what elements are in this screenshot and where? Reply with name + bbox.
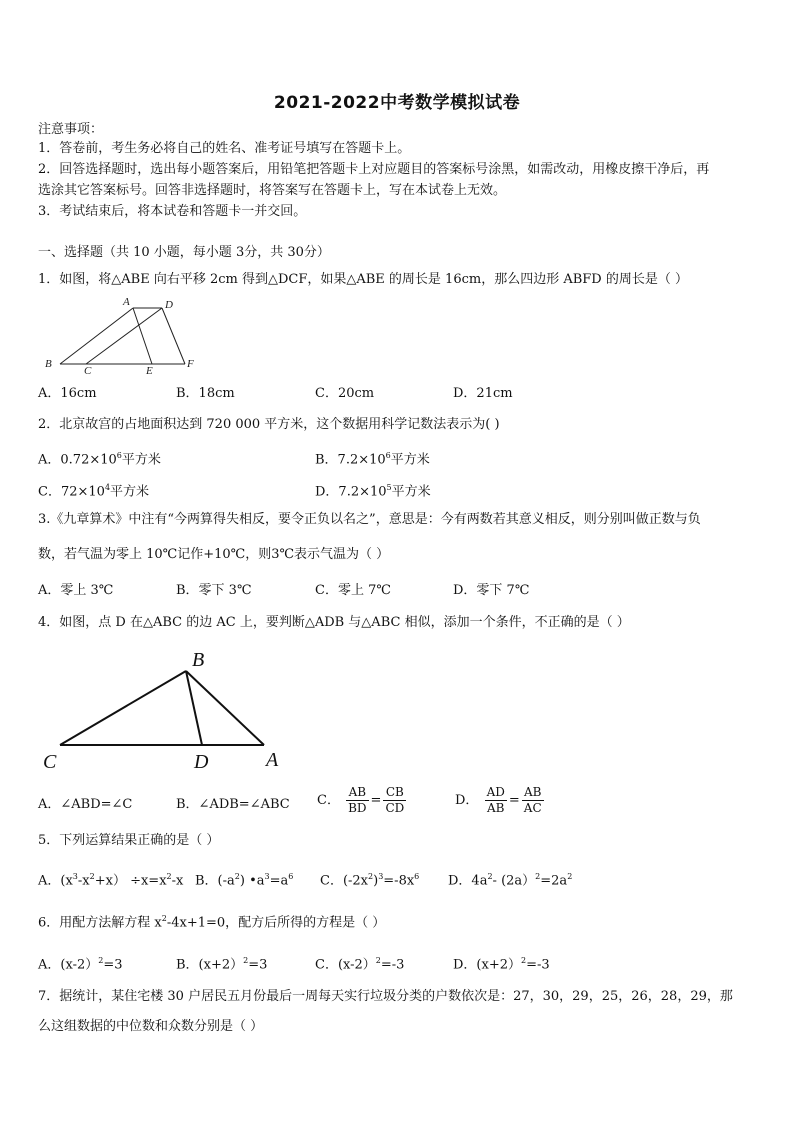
q4-c-den-2: CD (385, 801, 405, 815)
q5-b-p0: B．(-a (195, 873, 235, 889)
q5-option-d (448, 868, 572, 890)
q5-option-b (195, 868, 293, 890)
q5-b-p4: =a (269, 873, 289, 889)
q4-line-bd (186, 671, 202, 745)
section-heading: 一、选择题（共 10 小题，每小题 3分，共 30分） (38, 245, 330, 260)
q4-d-den-2: AC (523, 801, 542, 815)
q2-d-exp: 5 (386, 483, 392, 492)
q5-a-p3: 2 (89, 872, 95, 881)
q5-a-p1: 3 (72, 872, 78, 881)
q6-a-post: =3 (103, 957, 123, 973)
q7-stem-line1: 7．据统计，某住宅楼 30 户居民五月份最后一周每天实行垃圾分类的户数依次是：27，30，29，25，26，28，29，那 (38, 989, 733, 1004)
q5-stem: 5．下列运算结果正确的是（ ） (38, 833, 220, 848)
q1-option-a: A．16cm (38, 386, 97, 401)
notice-item-3: 3．考试结束后，将本试卷和答题卡一并交回。 (38, 204, 307, 219)
q4-figure (38, 642, 298, 776)
q4-d-fraction-1 (485, 785, 507, 816)
q5-c-p1: 2 (368, 872, 374, 881)
q4-stem: 4．如图，点 D 在△ABC 的边 AC 上，要判断△ADB 与△ABC 相似，添加一个条件，不正确的是（ ） (38, 615, 630, 630)
q5-option-c (320, 868, 419, 890)
q5-d-p0: D．4a (448, 873, 488, 889)
q2-stem: 2．北京故宫的占地面积达到 720 000 平方米，这个数据用科学记数法表示为( ) (38, 417, 500, 432)
q4-line-cb (60, 671, 186, 745)
q4-option-b: B．∠ADB=∠ABC (176, 797, 290, 812)
q2-d-post: 平方米 (391, 484, 431, 500)
q5-c-p3: 3 (378, 872, 384, 881)
q6-d-pre: D．(x+2） (453, 957, 521, 973)
q2-option-b (315, 447, 430, 469)
q3-option-c: C．零上 7℃ (315, 583, 391, 598)
q6-stem-exp: 2 (161, 914, 167, 923)
q5-a-p5: 2 (166, 872, 172, 881)
q4-d-equals: = (508, 792, 520, 808)
q5-d-p2: - (2a） (492, 873, 536, 889)
q5-b-p1: 2 (234, 872, 240, 881)
q1-option-c: C．20cm (315, 386, 375, 401)
q4-c-num-1: AB (346, 785, 368, 801)
q6-option-d (453, 952, 550, 974)
q2-option-c (38, 479, 149, 501)
q1-label-b: B (45, 358, 52, 370)
q3-option-a: A．零上 3℃ (38, 583, 114, 598)
q5-b-p5: 6 (288, 872, 294, 881)
q2-b-exp: 6 (385, 451, 391, 460)
q4-d-num-2: AB (522, 785, 544, 801)
q4-line-ba (186, 671, 264, 745)
q4-label-d: D (194, 751, 209, 773)
notice-heading: 注意事项： (38, 122, 104, 137)
q6-c-exp: 2 (375, 956, 381, 965)
q6-stem-post: -4x+1=0，配方后所得的方程是（ ） (166, 915, 386, 931)
q5-d-p5: 2 (567, 872, 573, 881)
q1-label-a: A (123, 296, 130, 308)
q4-c-equals: = (370, 792, 382, 808)
q5-a-p6: -x (171, 873, 184, 889)
q2-c-exp: 4 (104, 483, 111, 492)
q5-d-p1: 2 (487, 872, 493, 881)
q2-d-pre: D．7.2×10 (315, 484, 387, 500)
q2-c-post: 平方米 (110, 484, 150, 500)
notice-item-2-cont: 选涂其它答案标号。回答非选择题时，将答案写在答题卡上，写在本试卷上无效。 (38, 183, 507, 198)
q4-option-c (315, 785, 406, 816)
q4-c-fraction-2 (383, 785, 406, 816)
q4-d-fraction-2 (522, 785, 544, 816)
q1-option-d: D．21cm (453, 386, 513, 401)
q2-b-pre: B．7.2×10 (315, 452, 386, 468)
q4-label-b: B (192, 649, 205, 671)
q2-c-pre: C．72×10 (38, 484, 105, 500)
q5-a-p4: +x） ÷x=x (94, 873, 167, 889)
q2-option-d (315, 479, 431, 501)
q6-c-pre: C．(x-2） (315, 957, 376, 973)
q7-stem-line2: 么这组数据的中位数和众数分别是（ ） (38, 1019, 264, 1034)
q1-line-df (162, 308, 185, 364)
q6-d-post: =-3 (526, 957, 550, 973)
q4-c-num-2: CB (383, 785, 406, 801)
q5-option-a (38, 868, 183, 890)
q1-label-f: F (187, 358, 194, 370)
q6-b-pre: B．(x+2） (176, 957, 244, 973)
q2-option-a (38, 447, 161, 469)
q1-line-ae (133, 308, 152, 364)
q1-label-e: E (146, 365, 153, 376)
q4-label-a: A (266, 749, 279, 771)
q4-c-den-1: BD (348, 801, 367, 815)
q5-d-p3: 2 (535, 872, 541, 881)
q6-b-post: =3 (248, 957, 268, 973)
q4-label-c: C (43, 751, 57, 773)
notice-item-2: 2．回答选择题时，选出每小题答案后，用铅笔把答题卡上对应题目的答案标号涂黑，如需改动，用橡皮擦干净后，再 (38, 162, 710, 177)
q5-a-p0: A．(x (38, 873, 73, 889)
notice-item-1: 1．答卷前，考生务必将自己的姓名、准考证号填写在答题卡上。 (38, 141, 411, 156)
q6-a-pre: A．(x-2） (38, 957, 99, 973)
q4-d-num-1: AD (486, 785, 505, 799)
q6-a-exp: 2 (98, 956, 104, 965)
q4-d-den-1: AB (486, 801, 505, 815)
q3-option-d: D．零下 7℃ (453, 583, 530, 598)
q1-stem: 1．如图，将△ABE 向右平移 2cm 得到△DCF，如果△ABE 的周长是 16cm，那么四边形 ABFD 的周长是（ ） (38, 272, 688, 287)
q1-label-d: D (165, 299, 173, 311)
page-title: 2021-2022中考数学模拟试卷 (273, 93, 521, 113)
q1-line-ba (60, 308, 133, 364)
q3-option-b: B．零下 3℃ (176, 583, 252, 598)
q5-b-p2: ) •a (239, 873, 265, 889)
q6-option-b (176, 952, 267, 974)
q6-b-exp: 2 (243, 956, 249, 965)
q6-d-exp: 2 (521, 956, 527, 965)
q5-b-p3: 3 (264, 872, 270, 881)
q1-line-dc (86, 308, 162, 364)
q5-a-p2: -x (77, 873, 90, 889)
q3-stem-line1: 3.《九章算术》中注有“今两算得失相反，要令正负以名之”，意思是：今有两数若其意义相反，则分别叫做正数与负 (38, 512, 701, 527)
q4-c-fraction-1 (346, 785, 368, 816)
q4-d-prefix: D． (455, 792, 479, 808)
q6-stem (38, 910, 385, 932)
q6-c-post: =-3 (380, 957, 405, 973)
q2-a-pre: A．0.72×10 (38, 452, 117, 468)
q6-option-a (38, 952, 123, 974)
q5-c-p2: ) (373, 873, 379, 889)
q2-a-post: 平方米 (121, 452, 161, 468)
q1-label-c: C (84, 365, 92, 376)
q4-option-d (453, 785, 544, 816)
q5-c-p5: 6 (414, 872, 420, 881)
q5-d-p4: =2a (540, 873, 568, 889)
q2-a-exp: 6 (116, 451, 122, 460)
q5-c-p0: C．(-2x (320, 873, 369, 889)
q1-figure (38, 294, 208, 376)
q4-c-prefix: C． (317, 792, 340, 808)
q6-stem-pre: 6．用配方法解方程 x (38, 915, 162, 931)
q6-option-c (315, 952, 404, 974)
q5-c-p4: =-8x (383, 873, 415, 889)
q1-option-b: B．18cm (176, 386, 235, 401)
q3-stem-line2: 数，若气温为零上 10℃记作+10℃，则3℃表示气温为（ ） (38, 547, 390, 562)
q4-option-a: A．∠ABD=∠C (38, 797, 133, 812)
q2-b-post: 平方米 (390, 452, 430, 468)
